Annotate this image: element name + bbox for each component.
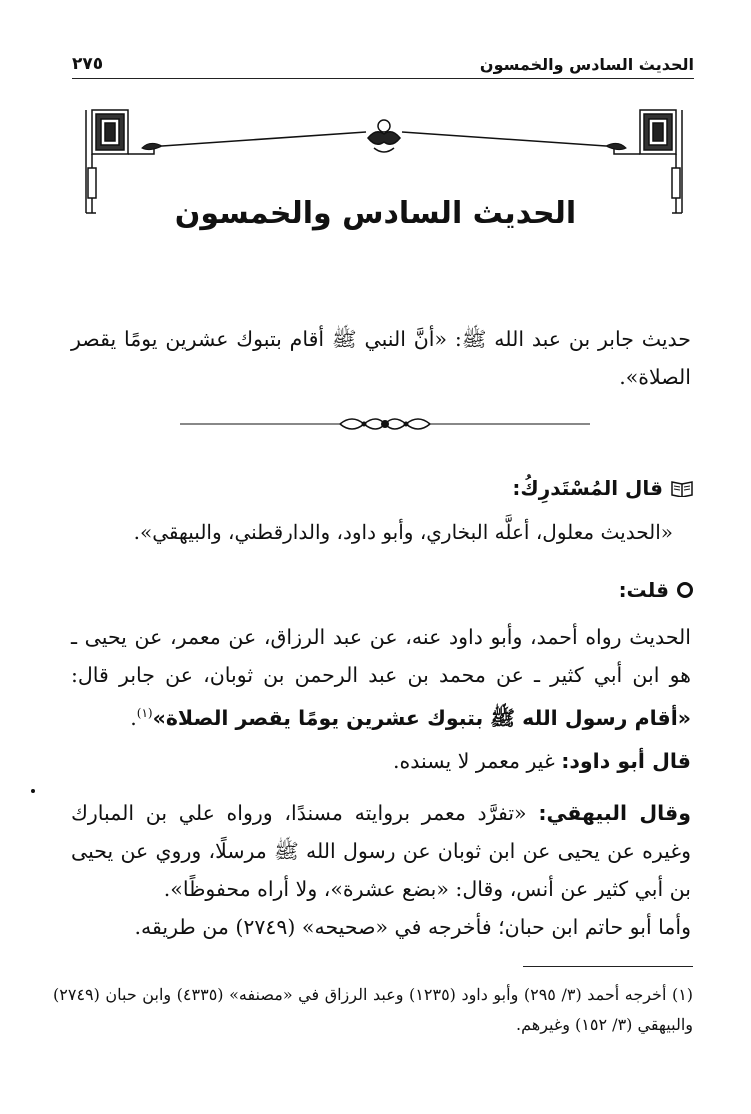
right-lamp <box>606 143 626 149</box>
chapter-title: الحديث السادس والخمسون <box>174 196 577 231</box>
mustadrak-quote: «الحديث معلول، أعلَّه البخاري، وأبو داود، والدارقطني، والبيهقي». <box>133 520 673 544</box>
running-header-title: الحديث السادس والخمسون <box>479 55 694 74</box>
footnote: (١) أخرجه أحمد (٣/ ٢٩٥) وأبو داود (١٢٣٥) وعبد الرزاق في «مصنفه» (٤٣٣٥) وابن حبان (٢٧٤٩) والبيهقي (٣/ ١٥٢) وغيرهم. <box>53 985 694 1034</box>
margin-dot <box>31 789 35 793</box>
abu-dawud-text: غير معمر لا يسنده. <box>392 749 555 773</box>
circle-marker-icon <box>677 582 693 598</box>
footnote-separator <box>523 966 693 967</box>
qultu-para1-end: . <box>130 705 137 730</box>
ornamental-divider <box>180 412 590 436</box>
footnote-ref[interactable]: (١) <box>136 706 153 720</box>
bayhaqi-label: وقال البيهقي: <box>538 801 691 825</box>
left-lamp <box>142 143 162 149</box>
open-book-icon <box>671 479 693 497</box>
ibn-hibban-paragraph: وأما أبو حاتم ابن حبان؛ فأخرجه في «صحيحه» (٢٧٤٩) من طريقه. <box>134 915 691 939</box>
qultu-heading <box>619 578 693 602</box>
abu-dawud-paragraph <box>71 742 691 780</box>
page-number: ٢٧٥ <box>72 54 104 74</box>
bayhaqi-paragraph <box>71 794 691 908</box>
qultu-heading-label: قلت: <box>618 578 669 602</box>
running-header <box>72 44 694 79</box>
qultu-para1-text: الحديث رواه أحمد، وأبو داود عنه، عن عبد الرزاق، عن معمر، عن يحيى ـ هو ابن أبي كثير ـ عن محمد بن عبد الرحمن بن ثوبان، عن جابر قال: <box>71 625 691 687</box>
bayhaqi-text: «تفرَّد معمر بروايته مسندًا، ورواه علي بن المبارك وغيره عن يحيى عن ابن ثوبان عن رسول الله ﷺ مرسلًا، وروي عن يحيى بن أبي كثير عن أنس، وقال: «بضع عشرة»، ولا أراه محفوظًا». <box>71 801 691 901</box>
top-center-ornament <box>162 120 606 152</box>
hadith-text: حديث جابر بن عبد الله ﷺ: «أنَّ النبي ﷺ أقام بتبوك عشرين يومًا يقصر الصلاة». <box>71 327 691 389</box>
abu-dawud-label: قال أبو داود: <box>561 749 691 773</box>
mustadrak-heading-label: قال المُسْتَدرِكُ: <box>512 476 663 500</box>
qultu-para1-bold-quote: «أقام رسول الله ﷺ بتبوك عشرين يومًا يقصر الصلاة» <box>152 705 691 730</box>
qultu-paragraph-1 <box>71 618 691 737</box>
mustadrak-heading <box>512 476 693 500</box>
